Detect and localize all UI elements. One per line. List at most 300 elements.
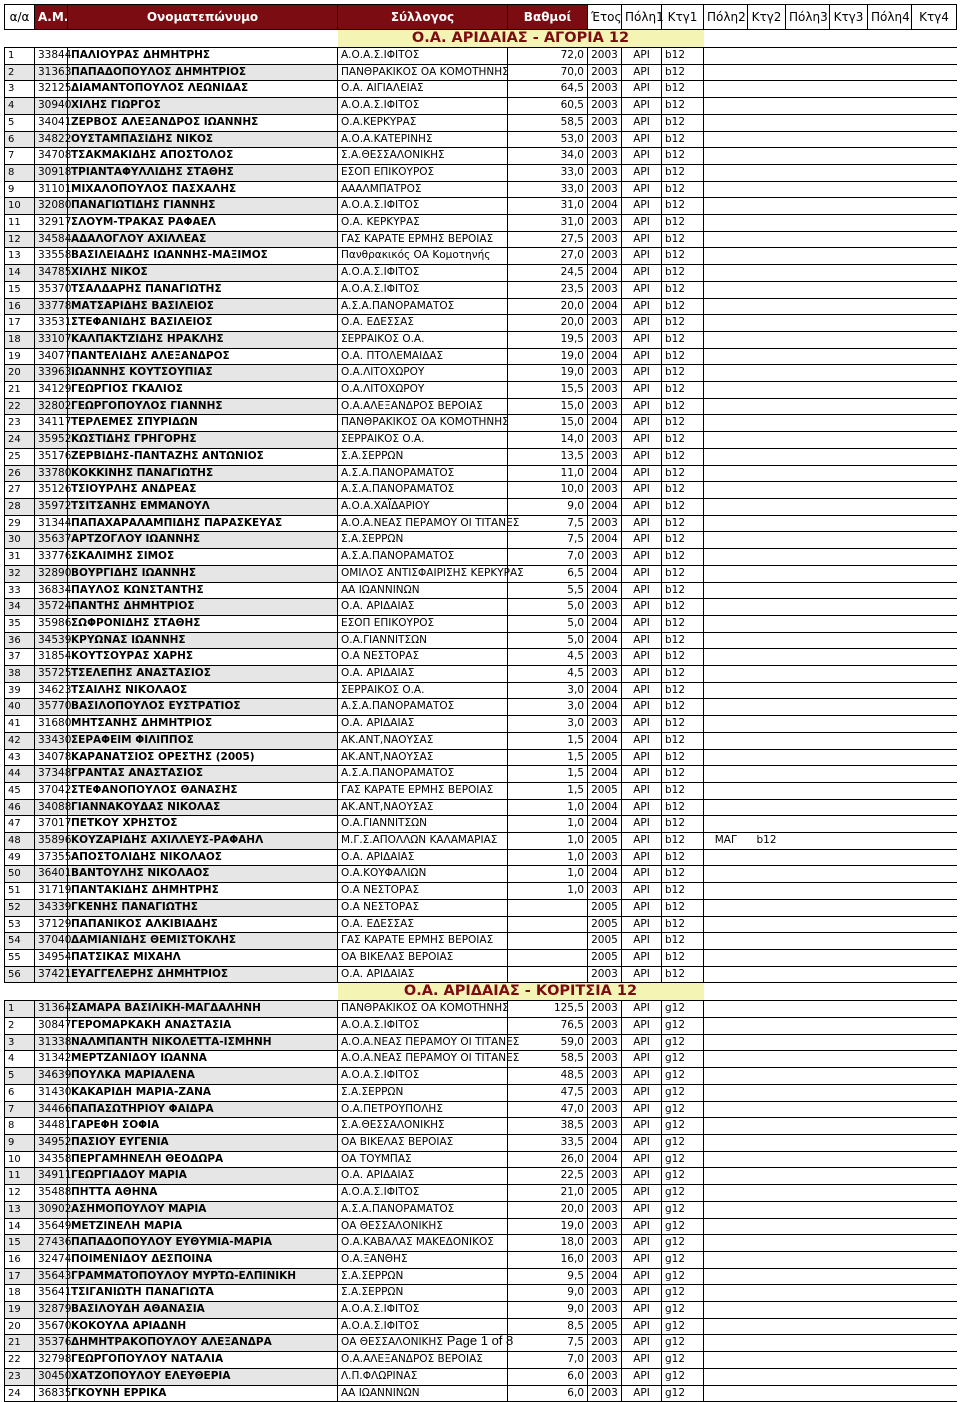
empty-cell xyxy=(868,649,912,666)
empty-cell xyxy=(786,1084,830,1101)
category-1: b12 xyxy=(662,482,704,499)
empty-cell xyxy=(830,682,868,699)
empty-cell xyxy=(786,1268,830,1285)
birth-year: 2005 xyxy=(588,1318,622,1335)
member-id: 32080 xyxy=(35,198,68,215)
birth-year: 2003 xyxy=(588,515,622,532)
city-1: ΑΡΙ xyxy=(622,498,662,515)
empty-cell xyxy=(912,415,957,432)
score: 1,5 xyxy=(508,749,588,766)
empty-cell xyxy=(912,1151,957,1168)
empty-cell xyxy=(912,1352,957,1369)
category-2 xyxy=(748,699,786,716)
athlete-name: ΑΡΤΖΟΓΛΟΥ ΙΩΑΝΝΗΣ xyxy=(68,532,338,549)
category-1: g12 xyxy=(662,1101,704,1118)
table-row xyxy=(5,1168,957,1185)
row-number: 4 xyxy=(5,98,35,115)
group-title-row xyxy=(5,30,957,48)
empty-cell xyxy=(868,849,912,866)
city-1: ΑΡΙ xyxy=(622,331,662,348)
empty-cell xyxy=(830,1201,868,1218)
member-id: 33430 xyxy=(35,732,68,749)
category-1: g12 xyxy=(662,1318,704,1335)
member-id: 37017 xyxy=(35,816,68,833)
city-2 xyxy=(704,181,748,198)
empty-cell xyxy=(868,382,912,399)
athlete-name: ΚΟΥΖΑΡΙΔΗΣ ΑΧΙΛΛΕΥΣ-ΡΑΦΑΗΛ xyxy=(68,833,338,850)
table-row xyxy=(5,164,957,181)
category-1: b12 xyxy=(662,666,704,683)
score: 14,0 xyxy=(508,432,588,449)
member-id: 37348 xyxy=(35,766,68,783)
club-name: Α.Σ.Α.ΠΑΝΟΡΑΜΑΤΟΣ xyxy=(338,699,508,716)
row-number: 47 xyxy=(5,816,35,833)
birth-year: 2003 xyxy=(588,131,622,148)
empty-cell xyxy=(868,716,912,733)
score: 10,0 xyxy=(508,482,588,499)
score: 15,0 xyxy=(508,415,588,432)
club-name: ΟΑ ΘΕΣΣΑΛΟΝΙΚΗΣ xyxy=(338,1335,508,1352)
city-2 xyxy=(704,732,748,749)
birth-year: 2004 xyxy=(588,766,622,783)
club-name: ΑΑΑΛΜΠΑΤΡΟΣ xyxy=(338,181,508,198)
row-number: 24 xyxy=(5,432,35,449)
empty-cell xyxy=(868,933,912,950)
empty-cell xyxy=(912,615,957,632)
city-2 xyxy=(704,799,748,816)
row-number: 4 xyxy=(5,1051,35,1068)
category-1: b12 xyxy=(662,498,704,515)
city-2 xyxy=(704,766,748,783)
athlete-name: ΚΑΚΑΡΙΔΗ ΜΑΡΙΑ-ΖΑΝΑ xyxy=(68,1084,338,1101)
table-body xyxy=(5,30,957,1402)
row-number: 28 xyxy=(5,498,35,515)
athlete-name: ΠΑΝΑΓΙΩΤΙΔΗΣ ΓΙΑΝΝΗΣ xyxy=(68,198,338,215)
empty-cell xyxy=(830,849,868,866)
category-1: b12 xyxy=(662,98,704,115)
category-1: b12 xyxy=(662,148,704,165)
empty-cell xyxy=(912,1251,957,1268)
club-name: ΕΣΟΠ ΕΠΙΚΟΥΡΟΣ xyxy=(338,164,508,181)
empty-cell xyxy=(786,348,830,365)
category-1: b12 xyxy=(662,131,704,148)
member-id: 33780 xyxy=(35,465,68,482)
club-name: Α.Ο.Α.ΝΕΑΣ ΠΕΡΑΜΟΥ ΟΙ ΤΙΤΑΝΕΣ xyxy=(338,1034,508,1051)
empty-cell xyxy=(830,899,868,916)
table-row xyxy=(5,1051,957,1068)
empty-cell xyxy=(912,281,957,298)
athlete-name: ΤΣΑΛΔΑΡΗΣ ΠΑΝΑΓΙΩΤΗΣ xyxy=(68,281,338,298)
athlete-name: ΣΤΕΦΑΝΟΠΟΥΛΟΣ ΘΑΝΑΣΗΣ xyxy=(68,782,338,799)
row-number: 5 xyxy=(5,114,35,131)
member-id: 34785 xyxy=(35,265,68,282)
city-1: ΑΡΙ xyxy=(622,1218,662,1235)
empty-cell xyxy=(786,1034,830,1051)
city-1: ΑΡΙ xyxy=(622,1251,662,1268)
empty-cell xyxy=(868,448,912,465)
empty-cell xyxy=(912,899,957,916)
club-name: ΓΑΣ ΚΑΡΑΤΕ ΕΡΜΗΣ ΒΕΡΟΙΑΣ xyxy=(338,933,508,950)
club-name: Ο.Α.ΛΙΤΟΧΩΡΟΥ xyxy=(338,365,508,382)
empty-cell xyxy=(786,48,830,65)
row-number: 18 xyxy=(5,331,35,348)
category-2 xyxy=(748,498,786,515)
birth-year: 2004 xyxy=(588,1151,622,1168)
athlete-name: ΕΥΑΓΓΕΛΕΡΗΣ ΔΗΜΗΤΡΙΟΣ xyxy=(68,966,338,983)
birth-year: 2004 xyxy=(588,498,622,515)
birth-year: 2004 xyxy=(588,582,622,599)
birth-year: 2003 xyxy=(588,1018,622,1035)
empty-cell xyxy=(786,1302,830,1319)
empty-cell xyxy=(868,749,912,766)
member-id: 34623 xyxy=(35,682,68,699)
score: 7,0 xyxy=(508,549,588,566)
empty-cell xyxy=(786,933,830,950)
city-2 xyxy=(704,382,748,399)
category-1: g12 xyxy=(662,1218,704,1235)
club-name: Ο.Α.ΚΕΡΚΥΡΑΣ xyxy=(338,114,508,131)
birth-year: 2004 xyxy=(588,682,622,699)
city-1: ΑΡΙ xyxy=(622,198,662,215)
score: 1,0 xyxy=(508,816,588,833)
category-2 xyxy=(748,1352,786,1369)
empty-cell xyxy=(786,716,830,733)
score: 47,0 xyxy=(508,1101,588,1118)
empty-cell xyxy=(786,682,830,699)
category-1: b12 xyxy=(662,716,704,733)
empty-cell xyxy=(912,515,957,532)
city-1: ΑΡΙ xyxy=(622,265,662,282)
category-2 xyxy=(748,1101,786,1118)
category-1: b12 xyxy=(662,632,704,649)
empty-cell xyxy=(830,699,868,716)
empty-cell xyxy=(830,1285,868,1302)
score: 53,0 xyxy=(508,131,588,148)
city-2 xyxy=(704,1185,748,1202)
category-1: g12 xyxy=(662,1285,704,1302)
table-row xyxy=(5,198,957,215)
row-number: 43 xyxy=(5,749,35,766)
city-1: ΑΡΙ xyxy=(622,398,662,415)
empty-cell xyxy=(912,549,957,566)
category-1: b12 xyxy=(662,782,704,799)
empty-cell xyxy=(912,916,957,933)
table-row xyxy=(5,1101,957,1118)
empty-cell xyxy=(868,398,912,415)
row-number: 48 xyxy=(5,833,35,850)
member-id: 33558 xyxy=(35,248,68,265)
col-cat1: Κτγ1 xyxy=(662,5,704,30)
score: 16,0 xyxy=(508,1251,588,1268)
category-2 xyxy=(748,866,786,883)
category-2 xyxy=(748,465,786,482)
score: 1,5 xyxy=(508,782,588,799)
birth-year: 2003 xyxy=(588,966,622,983)
member-id: 35637 xyxy=(35,532,68,549)
category-2 xyxy=(748,348,786,365)
athlete-name: ΣΩΦΡΟΝΙΔΗΣ ΣΤΑΘΗΣ xyxy=(68,615,338,632)
club-name: ΓΑΣ ΚΑΡΑΤΕ ΕΡΜΗΣ ΒΕΡΟΙΑΣ xyxy=(338,782,508,799)
score: 38,5 xyxy=(508,1118,588,1135)
club-name: Α.Σ.Α.ΠΑΝΟΡΑΜΑΤΟΣ xyxy=(338,549,508,566)
row-number: 16 xyxy=(5,1251,35,1268)
score: 20,0 xyxy=(508,298,588,315)
empty-cell xyxy=(786,315,830,332)
row-number: 37 xyxy=(5,649,35,666)
col-am: Α.Μ. xyxy=(35,5,68,30)
athlete-name: ΒΟΥΡΓΙΔΗΣ ΙΩΑΝΝΗΣ xyxy=(68,565,338,582)
city-2 xyxy=(704,148,748,165)
category-1: b12 xyxy=(662,549,704,566)
category-2 xyxy=(748,448,786,465)
birth-year: 2003 xyxy=(588,1218,622,1235)
city-1: ΑΡΙ xyxy=(622,649,662,666)
empty-cell xyxy=(786,1352,830,1369)
empty-cell xyxy=(912,799,957,816)
score: 5,5 xyxy=(508,582,588,599)
empty-cell xyxy=(786,916,830,933)
score: 26,0 xyxy=(508,1151,588,1168)
empty-cell xyxy=(786,64,830,81)
athlete-name: ΣΛΟΥΜ-ΤΡΑΚΑΣ ΡΑΦΑΕΛ xyxy=(68,215,338,232)
city-1: ΑΡΙ xyxy=(622,1034,662,1051)
member-id: 32917 xyxy=(35,215,68,232)
city-1: ΑΡΙ xyxy=(622,515,662,532)
empty-cell xyxy=(912,1018,957,1035)
row-number: 22 xyxy=(5,1352,35,1369)
empty-cell xyxy=(786,799,830,816)
score: 58,5 xyxy=(508,1051,588,1068)
athlete-name: ΔΑΜΙΑΝΙΔΗΣ ΘΕΜΙΣΤΟΚΛΗΣ xyxy=(68,933,338,950)
score: 18,0 xyxy=(508,1235,588,1252)
category-2 xyxy=(748,415,786,432)
club-name: Α.Ο.Α.Σ.ΙΦΙΤΟΣ xyxy=(338,48,508,65)
empty-cell xyxy=(868,916,912,933)
row-number: 12 xyxy=(5,1185,35,1202)
row-number: 45 xyxy=(5,782,35,799)
score: 1,0 xyxy=(508,833,588,850)
birth-year: 2003 xyxy=(588,148,622,165)
member-id: 34117 xyxy=(35,415,68,432)
table-row xyxy=(5,181,957,198)
birth-year: 2003 xyxy=(588,398,622,415)
city-2 xyxy=(704,1201,748,1218)
table-row xyxy=(5,348,957,365)
category-1: b12 xyxy=(662,732,704,749)
table-row xyxy=(5,649,957,666)
athlete-name: ΚΡΥΩΝΑΣ ΙΩΑΝΝΗΣ xyxy=(68,632,338,649)
city-1: ΑΡΙ xyxy=(622,833,662,850)
col-city4: Πόλη4 xyxy=(868,5,912,30)
city-1: ΑΡΙ xyxy=(622,866,662,883)
birth-year: 2004 xyxy=(588,565,622,582)
club-name: Ο.Α.ΓΙΑΝΝΙΤΣΩΝ xyxy=(338,632,508,649)
city-2 xyxy=(704,432,748,449)
athlete-name: ΤΣΙΓΑΝΙΩΤΗ ΠΑΝΑΓΙΩΤΑ xyxy=(68,1285,338,1302)
athlete-name: ΚΟΚΚΙΝΗΣ ΠΑΝΑΓΙΩΤΗΣ xyxy=(68,465,338,482)
empty-cell xyxy=(830,599,868,616)
table-row xyxy=(5,448,957,465)
empty-cell xyxy=(912,465,957,482)
category-1: b12 xyxy=(662,966,704,983)
city-1: ΑΡΙ xyxy=(622,565,662,582)
empty-cell xyxy=(830,482,868,499)
empty-cell xyxy=(786,615,830,632)
club-name: Ο.Α. ΑΙΓΙΑΛΕΙΑΣ xyxy=(338,81,508,98)
city-2 xyxy=(704,281,748,298)
city-2 xyxy=(704,532,748,549)
empty-cell xyxy=(830,1302,868,1319)
club-name: Α.Σ.Α.ΠΑΝΟΡΑΜΑΤΟΣ xyxy=(338,1201,508,1218)
score: 33,5 xyxy=(508,1135,588,1152)
empty-cell xyxy=(868,48,912,65)
category-2 xyxy=(748,215,786,232)
table-row xyxy=(5,1268,957,1285)
category-1: b12 xyxy=(662,899,704,916)
score: 59,0 xyxy=(508,1034,588,1051)
member-id: 34088 xyxy=(35,799,68,816)
member-id: 33963 xyxy=(35,365,68,382)
row-number: 19 xyxy=(5,348,35,365)
empty-cell xyxy=(912,331,957,348)
city-1: ΑΡΙ xyxy=(622,1068,662,1085)
empty-cell xyxy=(830,766,868,783)
category-1: b12 xyxy=(662,265,704,282)
col-cat2: Κτγ2 xyxy=(748,5,786,30)
category-2 xyxy=(748,933,786,950)
empty-cell xyxy=(830,1034,868,1051)
row-number: 23 xyxy=(5,1368,35,1385)
athlete-name: ΓΕΡΟΜΑΡΚΑΚΗ ΑΝΑΣΤΑΣΙΑ xyxy=(68,1018,338,1035)
category-2 xyxy=(748,432,786,449)
city-1: ΑΡΙ xyxy=(622,98,662,115)
category-1: g12 xyxy=(662,1335,704,1352)
empty-cell xyxy=(786,398,830,415)
empty-cell xyxy=(912,114,957,131)
table-row xyxy=(5,415,957,432)
empty-cell xyxy=(786,1218,830,1235)
empty-cell xyxy=(912,716,957,733)
empty-cell xyxy=(868,582,912,599)
member-id: 34954 xyxy=(35,949,68,966)
member-id: 32474 xyxy=(35,1251,68,1268)
category-1: b12 xyxy=(662,348,704,365)
row-number: 15 xyxy=(5,281,35,298)
club-name: Ο.Α ΝΕΣΤΟΡΑΣ xyxy=(338,883,508,900)
empty-cell xyxy=(786,482,830,499)
empty-cell xyxy=(868,515,912,532)
empty-cell xyxy=(868,148,912,165)
table-row xyxy=(5,615,957,632)
city-1: ΑΡΙ xyxy=(622,599,662,616)
empty-cell xyxy=(912,181,957,198)
city-1: ΑΡΙ xyxy=(622,1235,662,1252)
row-number: 24 xyxy=(5,1385,35,1402)
score: 1,0 xyxy=(508,799,588,816)
city-1: ΑΡΙ xyxy=(622,114,662,131)
empty-cell xyxy=(868,1084,912,1101)
empty-cell xyxy=(830,1218,868,1235)
empty-cell xyxy=(912,833,957,850)
city-2: ΜΑΓ xyxy=(704,833,748,850)
category-1: g12 xyxy=(662,1051,704,1068)
empty-cell xyxy=(830,398,868,415)
birth-year: 2003 xyxy=(588,64,622,81)
empty-cell xyxy=(786,1151,830,1168)
category-1: b12 xyxy=(662,599,704,616)
empty-cell xyxy=(868,732,912,749)
empty-cell xyxy=(786,1135,830,1152)
city-1: ΑΡΙ xyxy=(622,1018,662,1035)
empty-cell xyxy=(830,799,868,816)
category-2 xyxy=(748,515,786,532)
city-2 xyxy=(704,265,748,282)
category-2 xyxy=(748,1068,786,1085)
empty-cell xyxy=(912,1118,957,1135)
empty-cell xyxy=(868,181,912,198)
table-row xyxy=(5,833,957,850)
athlete-name: ΖΕΡΒΟΣ ΑΛΕΞΑΝΔΡΟΣ ΙΩΑΝΝΗΣ xyxy=(68,114,338,131)
row-number: 29 xyxy=(5,515,35,532)
birth-year: 2003 xyxy=(588,432,622,449)
table-row xyxy=(5,916,957,933)
empty-cell xyxy=(830,1168,868,1185)
score xyxy=(508,899,588,916)
category-1: g12 xyxy=(662,1251,704,1268)
category-2 xyxy=(748,281,786,298)
member-id: 30847 xyxy=(35,1018,68,1035)
empty-cell xyxy=(830,1368,868,1385)
category-2 xyxy=(748,298,786,315)
category-2 xyxy=(748,599,786,616)
club-name: Ο.Α.ΓΙΑΝΝΙΤΣΩΝ xyxy=(338,816,508,833)
athlete-name: ΣΑΜΑΡΑ ΒΑΣΙΛΙΚΗ-ΜΑΓΔΑΛΗΝΗ xyxy=(68,1001,338,1018)
row-number: 33 xyxy=(5,582,35,599)
empty-cell xyxy=(868,164,912,181)
city-1: ΑΡΙ xyxy=(622,1201,662,1218)
birth-year: 2003 xyxy=(588,1084,622,1101)
row-number: 11 xyxy=(5,1168,35,1185)
member-id: 33531 xyxy=(35,315,68,332)
city-2 xyxy=(704,1352,748,1369)
city-1: ΑΡΙ xyxy=(622,682,662,699)
athlete-name: ΠΑΥΛΟΣ ΚΩΝΣΤΑΝΤΗΣ xyxy=(68,582,338,599)
category-2 xyxy=(748,1084,786,1101)
empty-cell xyxy=(830,1001,868,1018)
row-number: 9 xyxy=(5,181,35,198)
empty-cell xyxy=(868,114,912,131)
city-1: ΑΡΙ xyxy=(622,799,662,816)
city-1: ΑΡΙ xyxy=(622,281,662,298)
city-1: ΑΡΙ xyxy=(622,1101,662,1118)
score: 3,0 xyxy=(508,716,588,733)
category-2 xyxy=(748,816,786,833)
category-2 xyxy=(748,1151,786,1168)
city-1: ΑΡΙ xyxy=(622,465,662,482)
city-2 xyxy=(704,682,748,699)
city-2 xyxy=(704,582,748,599)
empty-cell xyxy=(868,298,912,315)
member-id: 32890 xyxy=(35,565,68,582)
city-2 xyxy=(704,782,748,799)
city-1: ΑΡΙ xyxy=(622,1285,662,1302)
empty-cell xyxy=(786,782,830,799)
club-name: Σ.Α.ΘΕΣΣΑΛΟΝΙΚΗΣ xyxy=(338,1118,508,1135)
empty-cell xyxy=(786,1001,830,1018)
city-2 xyxy=(704,849,748,866)
category-2 xyxy=(748,1001,786,1018)
city-2 xyxy=(704,298,748,315)
